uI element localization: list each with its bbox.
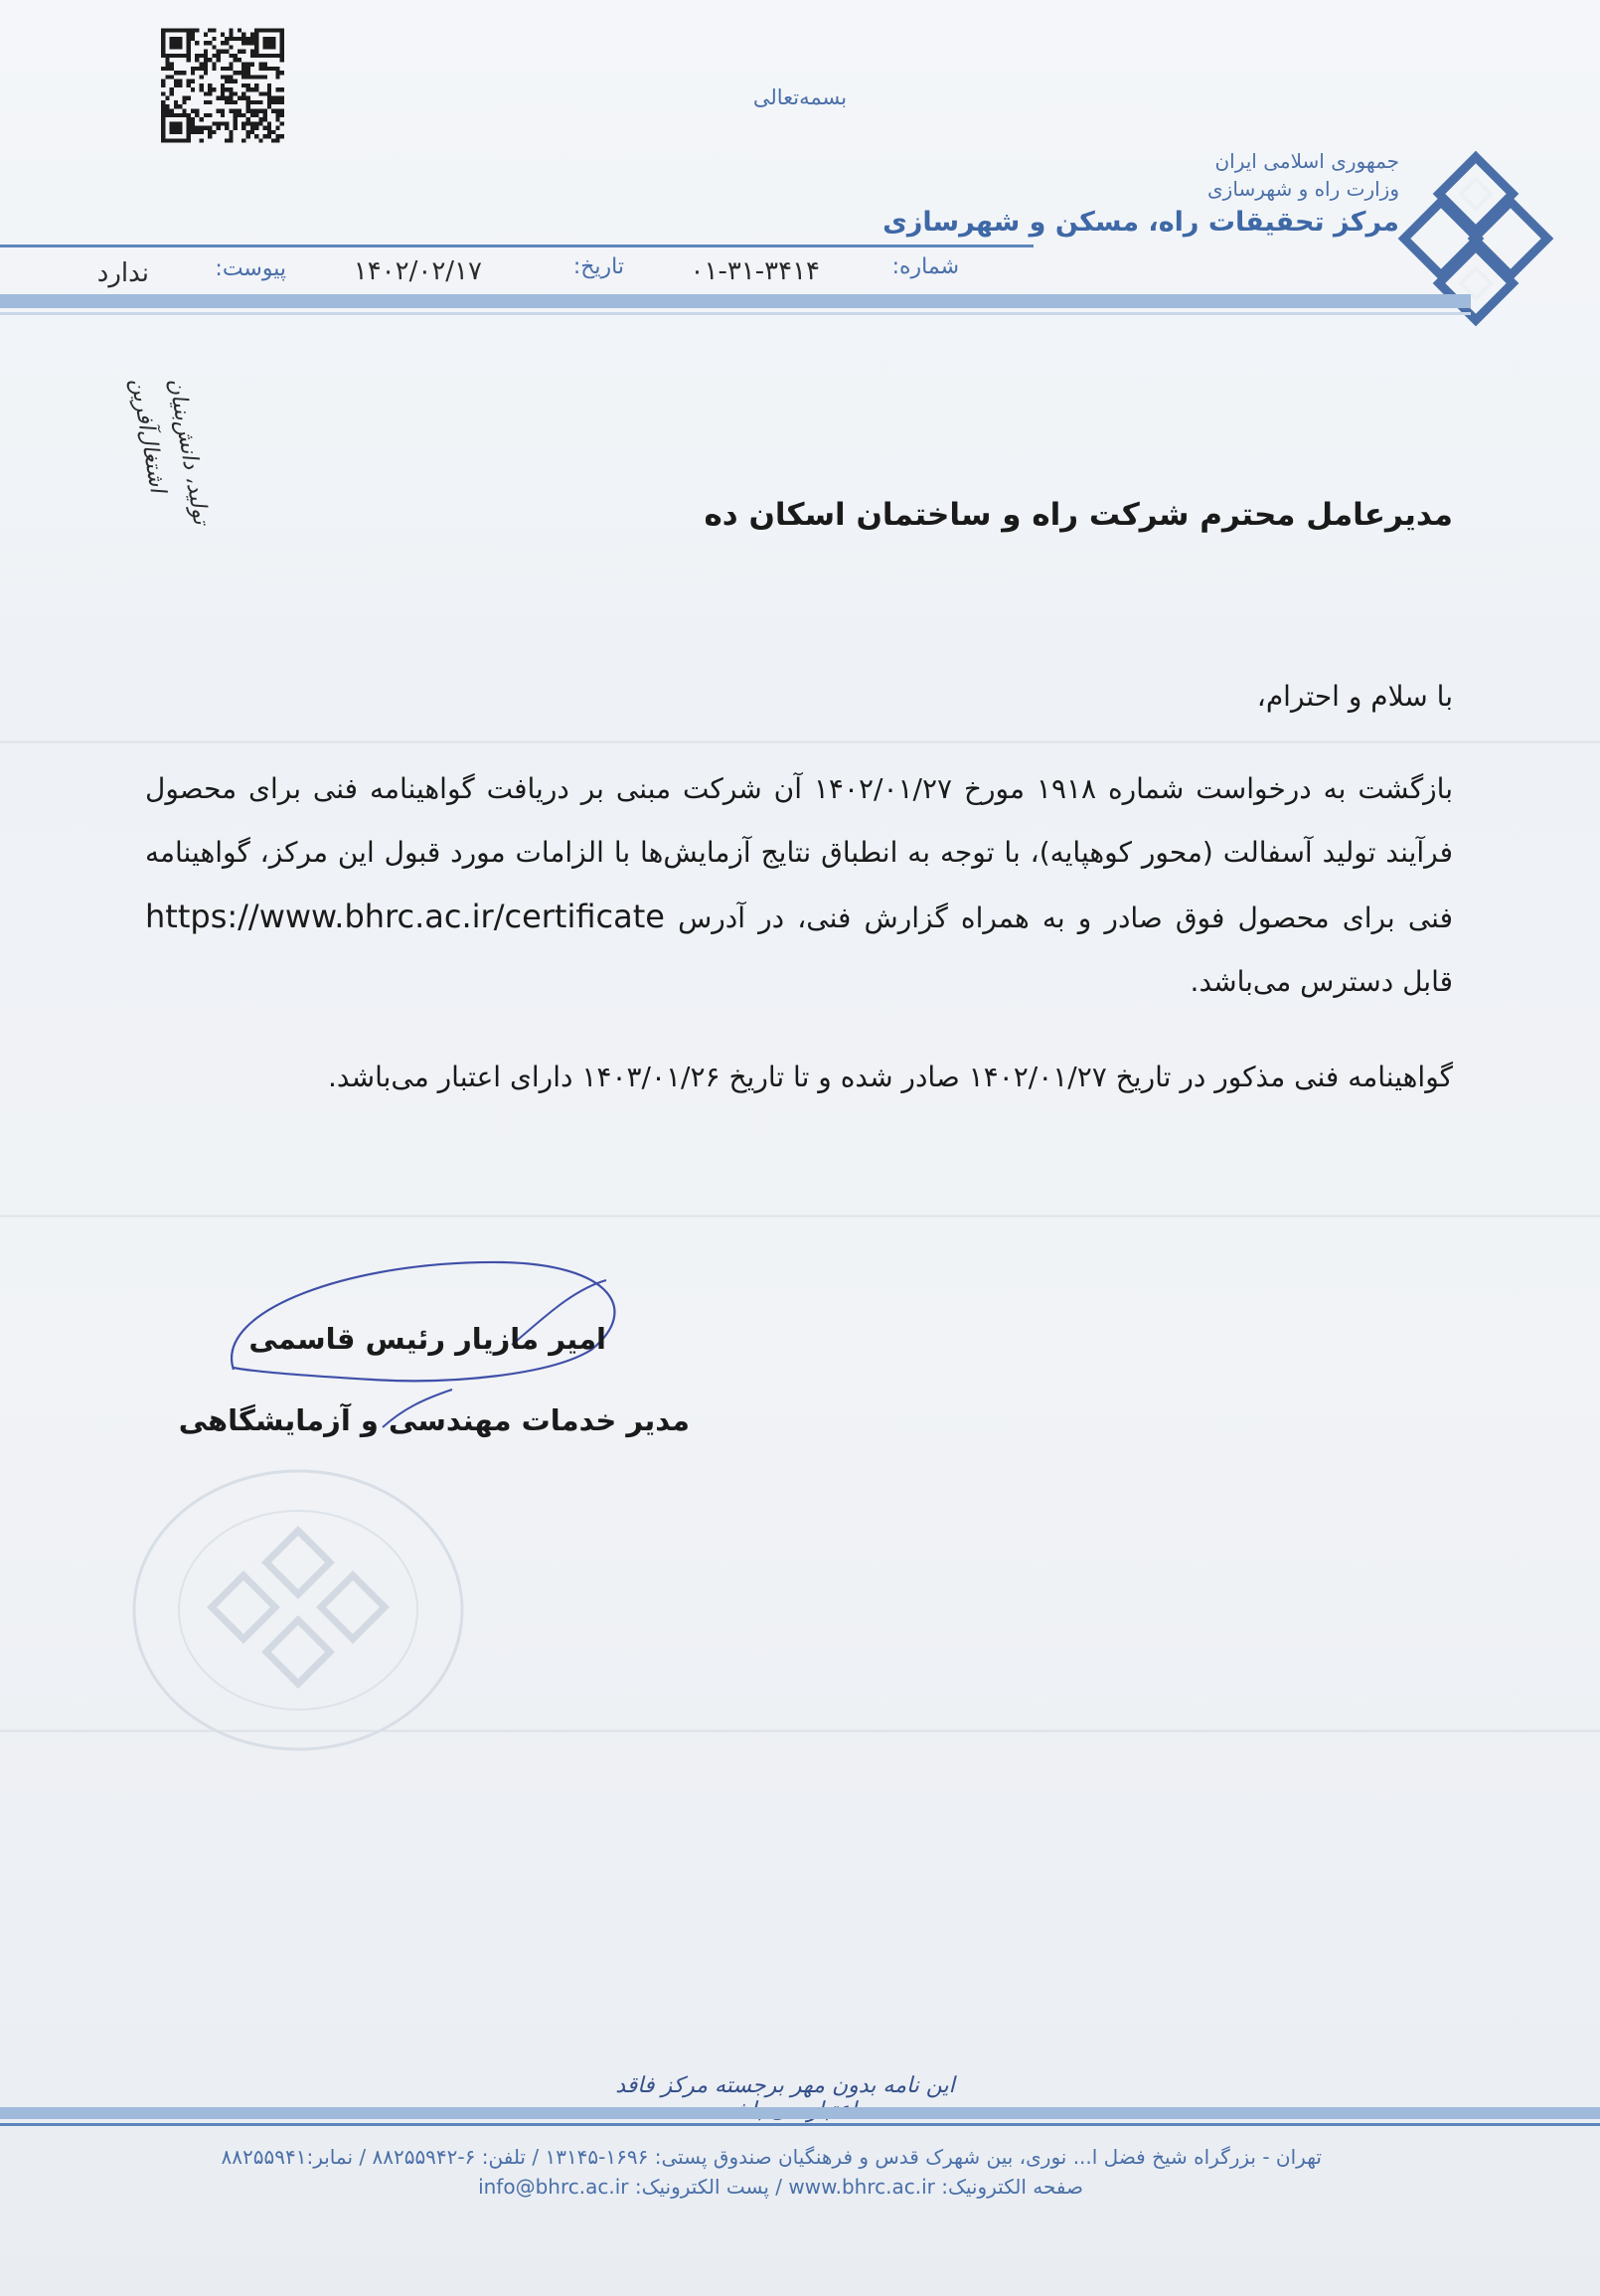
- paper-fold: [0, 1215, 1600, 1218]
- qr-code-icon: [161, 28, 284, 143]
- svg-text:تولید، دانش‌بنیان: تولید، دانش‌بنیان: [163, 376, 214, 527]
- certificate-url-link[interactable]: https://www.bhrc.ac.ir/certificate: [145, 898, 665, 935]
- paper-fold: [0, 740, 1600, 743]
- email-label: / پست الکترونیک:: [634, 2175, 783, 2199]
- greeting: با سلام و احترام،: [1256, 680, 1453, 713]
- website-label: صفحه الکترونیک:: [941, 2175, 1083, 2199]
- signatory-title: مدیر خدمات مهندسی و آزمایشگاهی: [178, 1403, 690, 1437]
- org-line-republic: جمهوری اسلامی ایران: [1214, 149, 1399, 173]
- header-band-thin: [0, 312, 1471, 315]
- attachment-label: پیوست:: [215, 256, 286, 281]
- footer-rule: [0, 2123, 1600, 2126]
- footer-band: [0, 2107, 1600, 2119]
- website-link[interactable]: www.bhrc.ac.ir: [788, 2175, 935, 2199]
- addressee: مدیرعامل محترم شرکت راه و ساختمان اسکان ده: [704, 497, 1453, 533]
- email-link[interactable]: info@bhrc.ac.ir: [478, 2175, 629, 2199]
- validity-note: این نامه بدون مهر برجسته مرکز فاقد: [615, 2073, 955, 2098]
- number-label: شماره:: [891, 254, 959, 279]
- date-value: ۱۴۰۲/۰۲/۱۷: [353, 256, 482, 286]
- header-band: [0, 294, 1471, 308]
- footer-contact: [478, 2175, 1083, 2199]
- date-label: تاریخ:: [572, 254, 624, 279]
- bismillah: بسمه‌تعالی: [752, 85, 848, 109]
- body-paragraph-2: گواهینامه فنی مذکور در تاریخ ۱۴۰۲/۰۱/۲۷ صادر شده و تا تاریخ ۱۴۰۳/۰۱/۲۶ دارای اعتبار می‌باشد.: [328, 1061, 1453, 1093]
- footer-address: تهران - بزرگراه شیخ فضل ا... نوری، بین شهرک قدس و فرهنگیان صندوق پستی: ۱۶۹۶-۱۳۱۴۵ / تلفن: ۶-۸۸۲۵۵۹۴۲ / نمابر:۸۸۲۵۵۹۴۱: [221, 2145, 1322, 2169]
- embossed-seal-icon: [109, 1461, 477, 1759]
- paragraph-1-text: بازگشت به درخواست شماره ۱۹۱۸ مورخ ۱۴۰۲/۰۱/۲۷ آن شرکت مبنی بر دریافت گواهینامه فنی برای محصول فرآیند تولید آسفالت (محور کوهپایه)، با توجه به انطباق نتایج آزمایش‌ها با الزامات مورد قبول این مرکز، گواهینامه فنی برای محصول فوق صادر و به همراه گزارش فنی، در آدرس: [145, 772, 1454, 934]
- svg-text:اشتغال‌آفرین: اشتغال‌آفرین: [125, 376, 170, 495]
- signature-scribble: [214, 1250, 631, 1390]
- body-paragraph-1: [145, 757, 1453, 1014]
- slogan-calligraphy: [70, 358, 214, 527]
- attachment-value: ندارد: [96, 258, 149, 288]
- org-name: مرکز تحقیقات راه، مسکن و شهرسازی: [882, 207, 1399, 238]
- number-value: ۰۱-۳۱-۳۴۱۴: [690, 256, 820, 286]
- header-rule: [0, 245, 1034, 247]
- org-line-ministry: وزارت راه و شهرسازی: [1207, 177, 1399, 201]
- signatory-name: امیر مازیار رئیس قاسمی: [248, 1322, 606, 1356]
- paragraph-1-tail: قابل دسترس می‌باشد.: [1190, 965, 1453, 998]
